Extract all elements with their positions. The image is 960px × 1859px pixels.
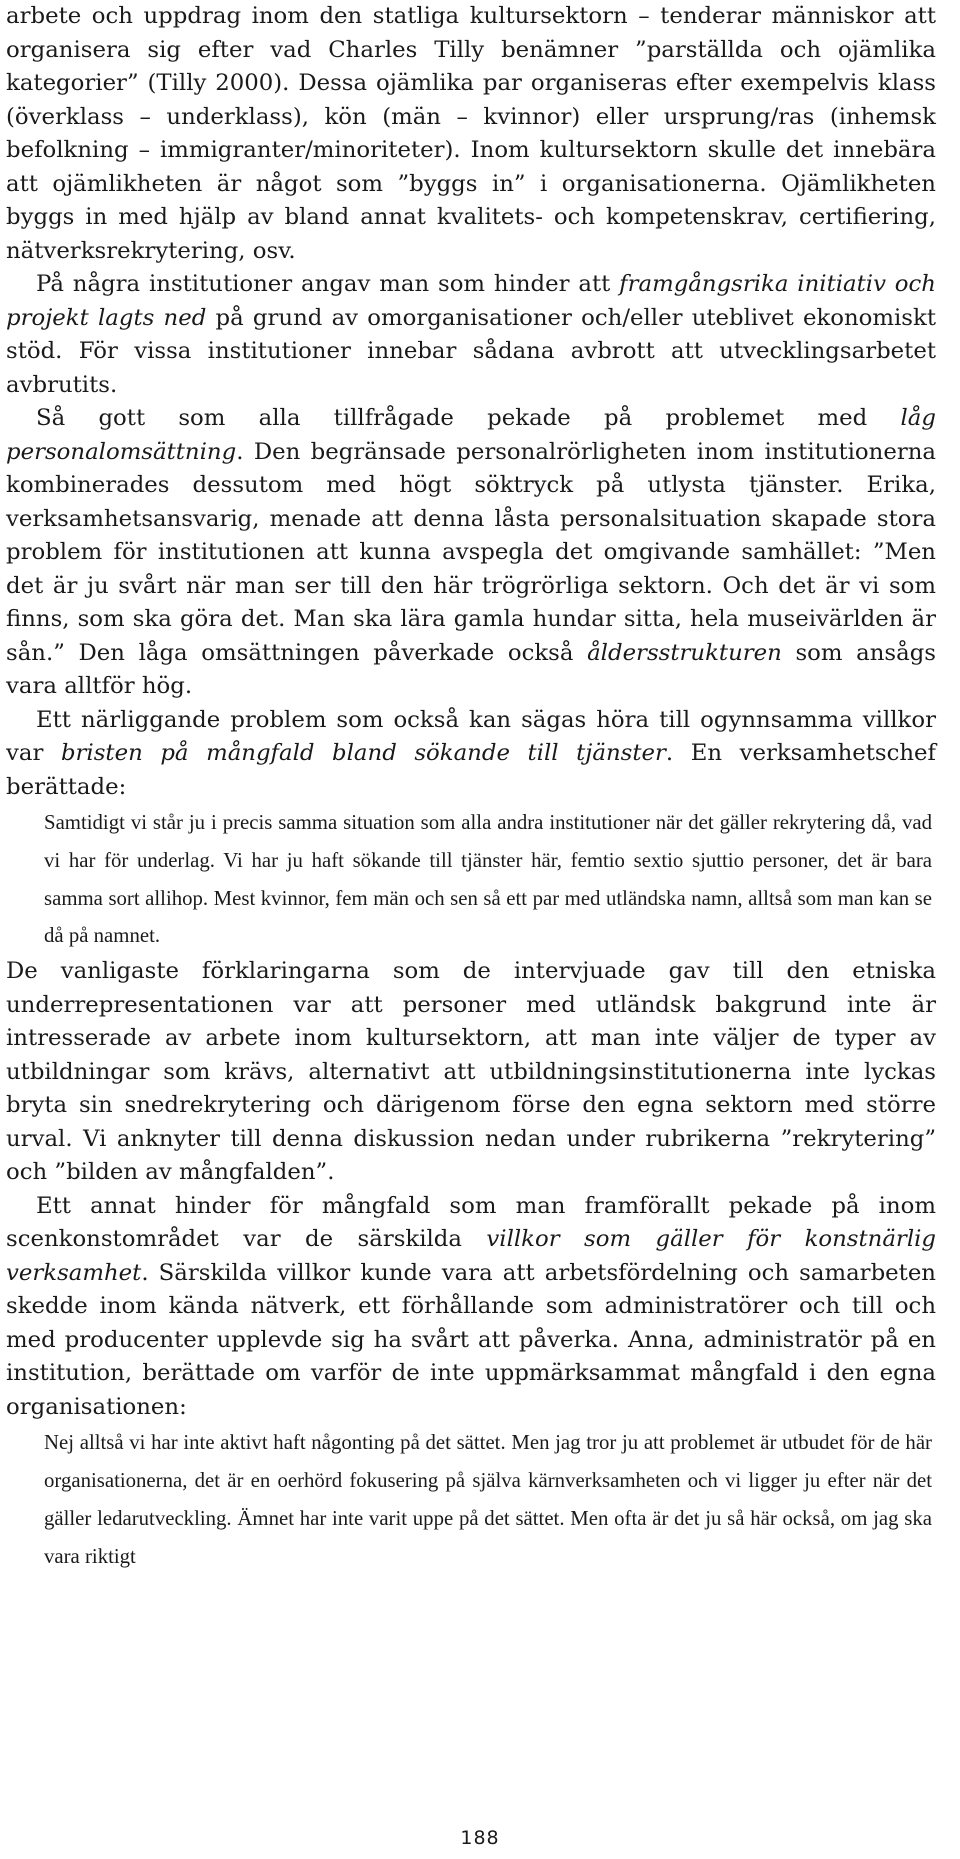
paragraph-4 — [6, 704, 936, 805]
paragraph-3-emphasis-2: åldersstrukturen — [587, 639, 782, 666]
paragraph-3-text-a: Så gott som alla tillfrågade pekade på problemet med — [36, 405, 901, 431]
paragraph-2-text-a: På några institutioner angav man som hinder att — [36, 271, 620, 297]
body-text — [6, 0, 936, 1575]
paragraph-2-text-b: på grund av omorganisationer och/eller uteblivet ekonomiskt stöd. För vissa institutioner innebar sådana avbrott att utvecklingsarbetet avbrutits. — [6, 304, 936, 398]
paragraph-6-emphasis: villkor som gäller för konstnärlig verksamhet — [6, 1226, 936, 1286]
paragraph-4-text-a: Ett närliggande problem som också kan sägas höra till ogynnsamma villkor var — [6, 706, 936, 766]
paragraph-1: arbete och uppdrag inom den statliga kultursektorn – tenderar människor att organisera sig efter vad Charles Tilly benämner ”parställda och ojämlika kategorier” (Tilly 2000). Dessa ojämlika par organiseras efter exempelvis klass (överklass – underklass), kön (män – kvinnor) eller ursprung/ras (inhemsk befolkning – immigranter/minoriteter). Inom kultursektorn skulle det innebära att ojämlikheten är något som ”byggs in” i organisationerna. Ojämlikheten byggs in med hjälp av bland annat kvalitets- och kompetenskrav, certifiering, nätverksrekrytering, osv. — [6, 3, 936, 264]
paragraph-3-text-b: . Den begränsade personalrörligheten inom institutionerna kombinerades dessutom med högt söktryck på utlysta tjänster. Erika, verksamhetsansvarig, menade att denna låsta personalsituation skapade stora problem för institutionen att kunna avspegla det omgivande samhället: ”Men det är ju svårt när man ser till den här trögrörliga sektorn. Och det är vi som finns, som ska göra det. Man ska lära gamla hundar sitta, hela museivärlden är sån.” Den låga omsättningen påverkade också — [6, 438, 936, 666]
paragraph-6 — [6, 1190, 936, 1425]
paragraph-4-emphasis: bristen på mångfald bland sökande till tjänster — [60, 740, 666, 766]
paragraph-4-text-b: . En verksamhetschef berättade: — [6, 740, 936, 800]
paragraph-2-emphasis: framgångsrika initiativ och projekt lagts ned — [6, 271, 936, 331]
paragraph-6-text-b: . Särskilda villkor kunde vara att arbetsfördelning och samarbeten skedde inom kända nätverk, ett förhållande som administratörer och till och med producenter upplevde sig ha svårt att påverka. Anna, administratör på en institution, berättade om varför de inte uppmärksammat mångfald i den egna organisationen: — [6, 1259, 936, 1420]
page-number: 188 — [460, 1827, 500, 1849]
paragraph-3-emphasis-1: låg personalomsättning — [6, 405, 936, 465]
block-quote-1: Samtidigt vi står ju i precis samma situation som alla andra institutioner när det gäller rekrytering då, vad vi har för underlag. Vi har ju haft sökande till tjänster här, femtio sextio sjuttio personer, det är bara samma sort allihop. Mest kvinnor, fem män och sen så ett par med utländska namn, alltså som man kan se då på namnet. — [44, 811, 932, 948]
paragraph-5: De vanligaste förklaringarna som de intervjuade gav till den etniska underrepresentationen var att personer med utländsk bakgrund inte är intresserade av arbete inom kultursektorn, att man inte väljer de typer av utbildningar som krävs, alternativt att utbildningsinstitutionerna inte lyckas bryta sin snedrekrytering och därigenom förse den egna sektorn med större urval. Vi anknyter till denna diskussion nedan under rubrikerna ”rekrytering” och ”bilden av mångfalden”. — [6, 958, 936, 1186]
document-page — [6, 0, 936, 1575]
paragraph-2 — [6, 268, 936, 402]
paragraph-3 — [6, 402, 936, 704]
block-quote-2: Nej alltså vi har inte aktivt haft någonting på det sättet. Men jag tror ju att problemet är utbudet för de här organisationerna, det är en oerhörd fokusering på själva kärnverksamheten och vi ligger ju efter när det gäller ledarutveckling. Ämnet har inte varit uppe på det sättet. Men ofta är det ju så här också, om jag ska vara riktigt — [44, 1431, 932, 1568]
paragraph-3-text-c: som ansågs vara alltför hög. — [6, 639, 936, 699]
paragraph-6-text-a: Ett annat hinder för mångfald som man framförallt pekade på inom scenkonstområdet var de särskilda — [6, 1192, 936, 1253]
